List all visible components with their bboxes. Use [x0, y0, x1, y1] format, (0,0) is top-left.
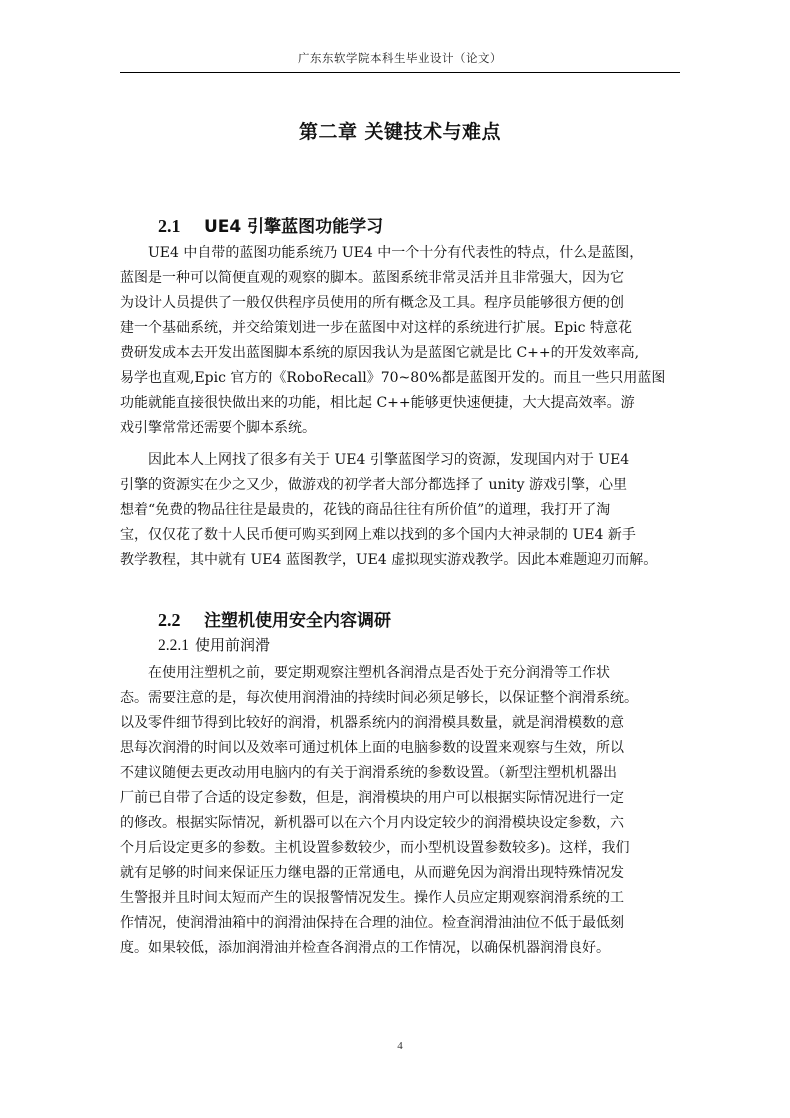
paragraph-line: 宝，仅仅花了数十人民币便可购买到网上难以找到的多个国内大神录制的 UE4 新手	[120, 527, 636, 543]
paragraph-line: 生警报并且时间太短而产生的误报警情况发生。操作人员应定期观察润滑系统的工	[120, 890, 624, 906]
section-number: 2.2	[158, 610, 181, 630]
paragraph-line: 为设计人员提供了一般仅供程序员使用的所有概念及工具。程序员能够很方便的创	[120, 295, 624, 311]
section-heading-2-2	[158, 606, 391, 631]
paragraph-line: 戏引擎常常还需要个脚本系统。	[120, 420, 316, 436]
paragraph-line: 个月后设定更多的参数。主机设置参数较少，而小型机设置参数较多)。这样，我们	[120, 840, 630, 856]
paragraph-line: 因此本人上网找了很多有关于 UE4 引擎蓝图学习的资源，发现国内对于 UE4	[148, 452, 630, 468]
paragraph-line: 费研发成本去开发出蓝图脚本系统的原因我认为是蓝图它就是比 C++的开发效率高,	[120, 345, 640, 361]
section-title: UE4 引擎蓝图功能学习	[204, 217, 384, 237]
paragraph-line: 蓝图是一种可以简便直观的观察的脚本。蓝图系统非常灵活并且非常强大，因为它	[120, 270, 624, 286]
paragraph-line: 态。需要注意的是，每次使用润滑油的持续时间必须足够长，以保证整个润滑系统。	[120, 690, 638, 706]
paragraph-line: 思每次润滑的时间以及效率可通过机体上面的电脑参数的设置来观察与生效，所以	[120, 740, 624, 756]
paragraph-line: 建一个基础系统，并交给策划进一步在蓝图中对这样的系统进行扩展。Epic 特意花	[120, 320, 632, 336]
paragraph-line: 教学教程，其中就有 UE4 蓝图教学，UE4 虚拟现实游戏教学。因此本难题迎刃而解。	[120, 552, 658, 568]
running-header: 广东东软学院本科生毕业设计（论文）	[298, 51, 502, 65]
paragraph-line: 想着“免费的物品往往是最贵的，花钱的商品往往有所价值”的道理，我打开了淘	[120, 502, 611, 518]
section-title: 注塑机使用安全内容调研	[204, 611, 391, 631]
chapter-title: 第二章 关键技术与难点	[298, 121, 502, 143]
page-number: 4	[397, 1040, 403, 1052]
paragraph-line: UE4 中自带的蓝图功能系统乃 UE4 中一个十分有代表性的特点，什么是蓝图，	[148, 245, 644, 261]
paragraph-line: 不建议随便去更改动用电脑内的有关于润滑系统的参数设置。（新型注塑机机器出	[120, 765, 617, 781]
paragraph-line: 作情况，使润滑油箱中的润滑油保持在合理的油位。检查润滑油油位不低于最低刻	[120, 915, 624, 931]
paragraph-line: 功能就能直接很快做出来的功能，相比起 C++能够更快速便捷，大大提高效率。游	[120, 395, 635, 411]
section-heading-2-1	[158, 212, 383, 237]
paragraph-line: 在使用注塑机之前，要定期观察注塑机各润滑点是否处于充分润滑等工作状	[148, 665, 610, 681]
section-number: 2.1	[158, 216, 181, 236]
paragraph-line: 就有足够的时间来保证压力继电器的正常通电，从而避免因为润滑出现特殊情况发	[120, 865, 624, 881]
subsection-title: 使用前润滑	[195, 636, 271, 654]
paragraph-line: 厂前已自带了合适的设定参数，但是，润滑模块的用户可以根据实际情况进行一定	[120, 790, 624, 806]
paragraph-line: 以及零件细节得到比较好的润滑，机器系统内的润滑模具数量，就是润滑模数的意	[120, 715, 624, 731]
header-rule	[120, 72, 680, 73]
subsection-number: 2.2.1	[158, 637, 189, 654]
paragraph-line: 易学也直观,Epic 官方的《RoboRecall》70~80%都是蓝图开发的。而且一些只用蓝图	[120, 370, 666, 386]
paragraph-line: 引擎的资源实在少之又少，做游戏的初学者大部分都选择了 unity 游戏引擎，心里	[120, 477, 627, 493]
paragraph-line: 的修改。根据实际情况，新机器可以在六个月内设定较少的润滑模块设定参数，六	[120, 815, 624, 831]
paragraph-line: 度。如果较低，添加润滑油并检查各润滑点的工作情况，以确保机器润滑良好。	[120, 940, 610, 956]
subsection-heading-2-2-1	[158, 634, 270, 655]
